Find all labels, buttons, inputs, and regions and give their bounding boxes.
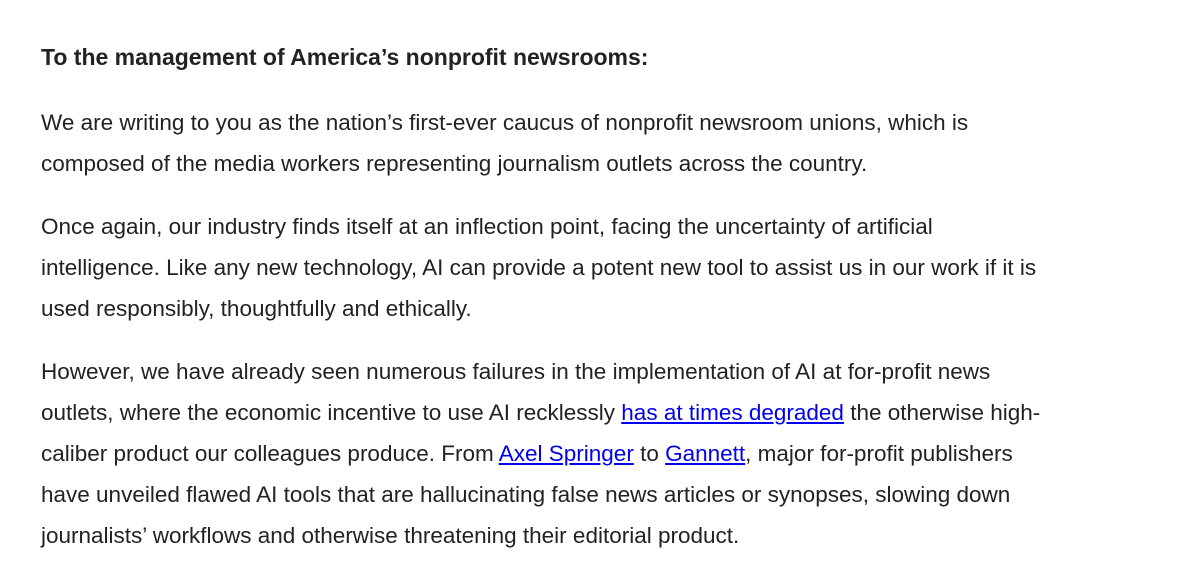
paragraph-introduction (41, 102, 1181, 184)
link-gannett[interactable]: Gannett (665, 441, 746, 466)
text-segment: outlets, where the economic incentive to use AI recklessly (41, 400, 622, 425)
text-segment: to (633, 441, 666, 466)
text-segment: , major for-profit publishers (745, 441, 1013, 466)
paragraph-line: However, we have already seen numerous failures in the implementation of AI at for-profit news (41, 359, 991, 384)
text-segment: caliber product our colleagues produce. From (41, 441, 499, 466)
paragraph-line: Once again, our industry finds itself at an inflection point, facing the uncertainty of artificial (41, 214, 933, 239)
paragraph-line: used responsibly, thoughtfully and ethically. (41, 296, 472, 321)
paragraph-line: journalists’ workflows and otherwise threatening their editorial product. (41, 523, 740, 548)
paragraph-line: composed of the media workers representing journalism outlets across the country. (41, 151, 868, 176)
paragraph-failures (41, 351, 1181, 556)
link-has-at-times-degraded[interactable]: has at times degraded (621, 400, 844, 425)
paragraph-line: intelligence. Like any new technology, AI can provide a potent new tool to assist us in our work if it is (41, 255, 1037, 280)
paragraph-inflection-point (41, 206, 1181, 329)
paragraph-line (41, 392, 1181, 433)
paragraph-line: We are writing to you as the nation’s first-ever caucus of nonprofit newsroom unions, which is (41, 110, 969, 135)
paragraph-line (41, 433, 1181, 474)
link-axel-springer[interactable]: Axel Springer (498, 441, 634, 466)
letter-salutation: To the management of America’s nonprofit newsrooms: (41, 44, 649, 70)
text-segment: the otherwise high- (843, 400, 1041, 425)
paragraph-line: have unveiled flawed AI tools that are hallucinating false news articles or synopses, slowing down (41, 482, 1011, 507)
